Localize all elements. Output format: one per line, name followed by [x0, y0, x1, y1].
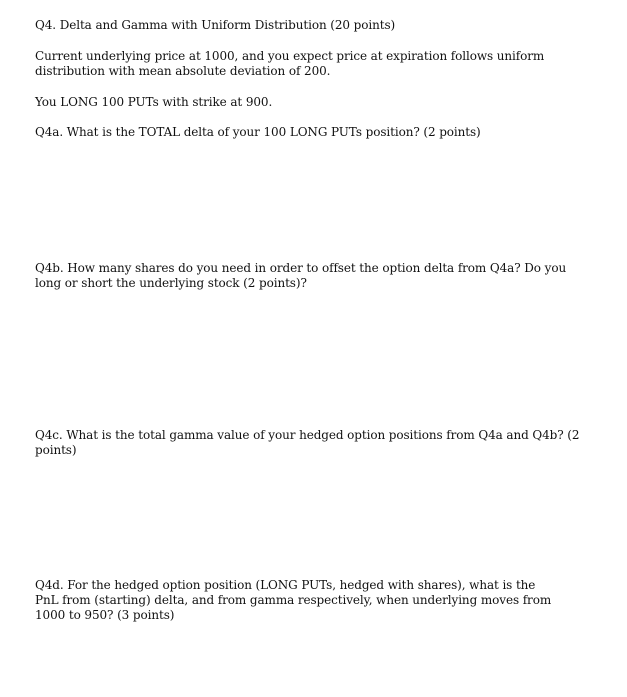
- question-4c: Q4c. What is the total gamma value of your hedged option positions from Q4a and Q4b? (2 points): [35, 428, 580, 457]
- question-4b: Q4b. How many shares do you need in order to offset the option delta from Q4a? Do you long or short the underlying stock (2 points)?: [35, 261, 567, 290]
- question-title: Q4. Delta and Gamma with Uniform Distribution (20 points): [35, 18, 396, 32]
- question-4a: Q4a. What is the TOTAL delta of your 100 LONG PUTs position? (2 points): [35, 125, 481, 139]
- intro-paragraph: Current underlying price at 1000, and you expect price at expiration follows uniform distribution with mean absolute deviation of 200.: [35, 49, 545, 78]
- question-4d: Q4d. For the hedged option position (LONG PUTs, hedged with shares), what is the PnL from (starting) delta, and from gamma respectively, when underlying moves from 1000 to 950? (3 points): [35, 578, 552, 622]
- position-paragraph: You LONG 100 PUTs with strike at 900.: [35, 95, 273, 109]
